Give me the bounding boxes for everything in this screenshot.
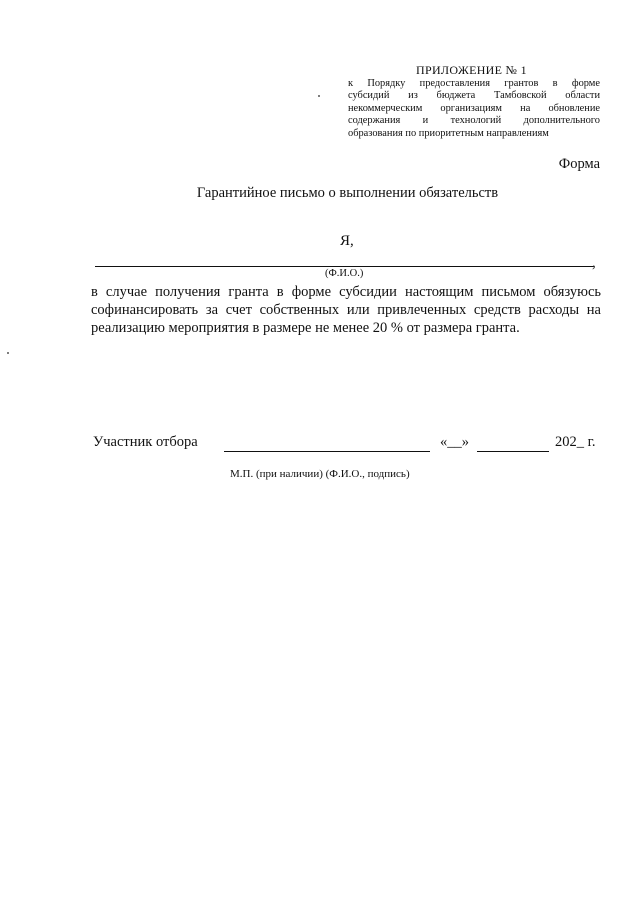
fio-caption: (Ф.И.О.) <box>325 268 364 279</box>
scan-speck <box>318 95 320 97</box>
date-year-field: 202_ г. <box>555 434 596 450</box>
signature-caption: М.П. (при наличии) (Ф.И.О., подпись) <box>230 468 410 480</box>
date-month-blank <box>477 451 549 452</box>
participant-label: Участник отбора <box>93 434 198 450</box>
form-label: Форма <box>558 156 600 172</box>
appendix-line: образования по приоритетным направлениям <box>348 127 549 139</box>
appendix-description <box>348 78 600 140</box>
appendix-title: ПРИЛОЖЕНИЕ № 1 <box>416 63 527 77</box>
pronoun-text: Я, <box>340 233 354 249</box>
appendix-line: к Порядку предоставления грантов в форме <box>348 78 600 89</box>
appendix-line: субсидий из бюджета Тамбовской области <box>348 90 600 102</box>
obligation-paragraph <box>91 283 601 337</box>
fio-blank-line <box>95 266 593 267</box>
fio-comma: , <box>592 255 596 271</box>
appendix-line: некоммерческим организациям на обновление <box>348 102 600 114</box>
signature-blank-line <box>224 451 430 452</box>
paragraph-line: в случае получения гранта в форме субсидии настоящим письмом обязуюсь <box>91 284 601 300</box>
paragraph-line: реализацию мероприятия в размере не менее 20 % от размера гранта. <box>91 320 520 336</box>
appendix-line: содержания и технологий дополнительного <box>348 115 600 127</box>
paragraph-line: софинансировать за счет собственных или привлеченных средств расходы на <box>91 302 601 318</box>
scan-speck <box>7 352 9 354</box>
date-day-field: «__» <box>440 434 469 450</box>
document-title: Гарантийное письмо о выполнении обязательств <box>196 185 499 201</box>
